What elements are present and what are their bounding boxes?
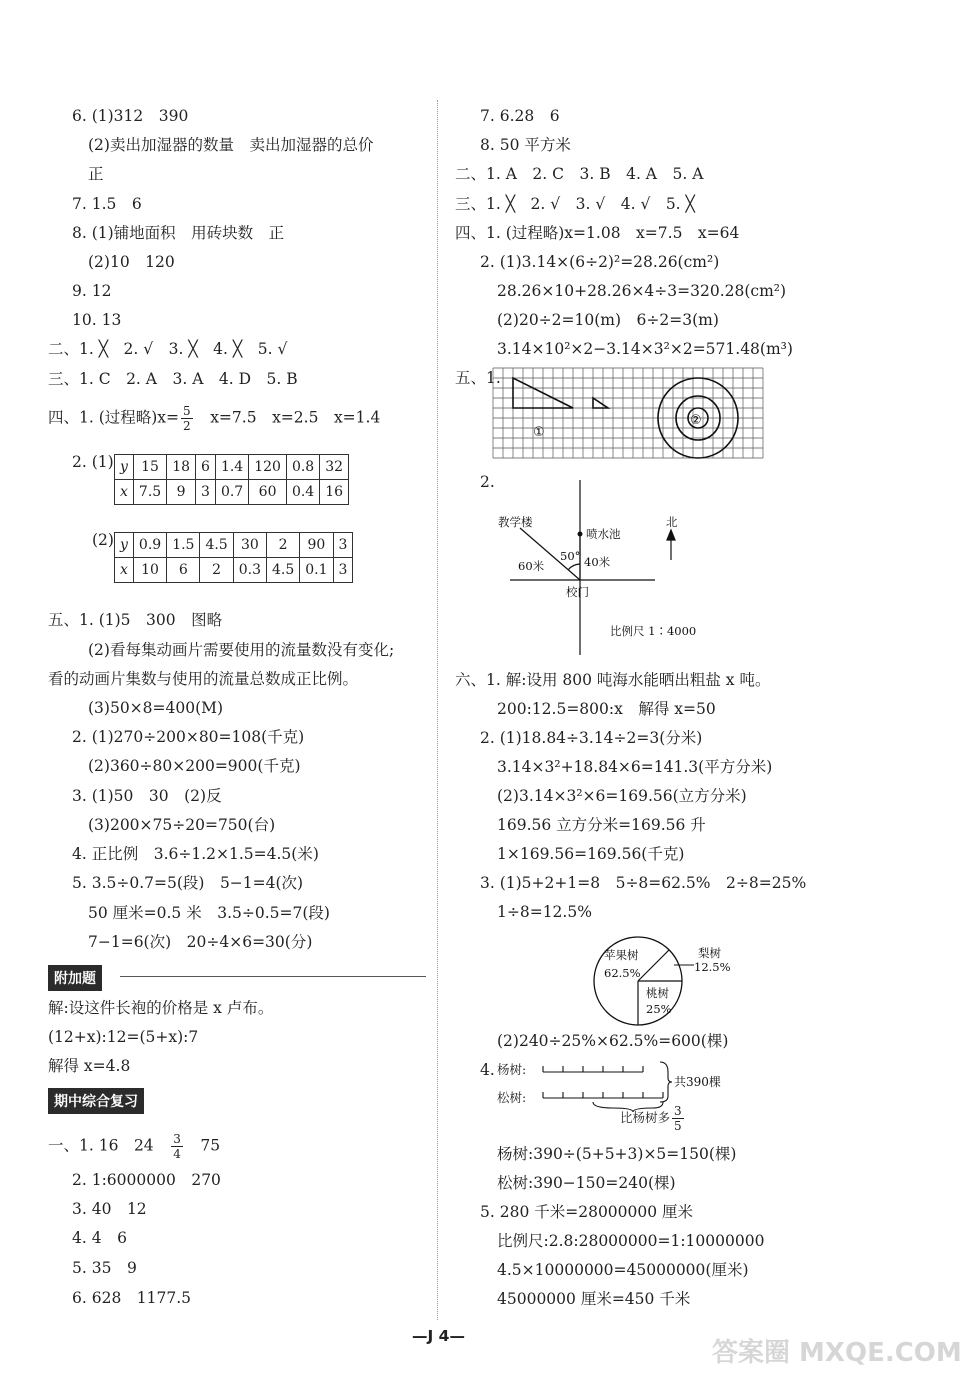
table2-label: (2): [92, 531, 114, 549]
section-liu-5-1: 5. 280 千米=28000000 厘米: [480, 1203, 694, 1221]
section-liu-5-3: 4.5×10000000=45000000(厘米): [497, 1261, 749, 1279]
section-liu-2-2: 3.14×3²+18.84×6=141.3(平方分米): [497, 758, 773, 776]
qizhong-6: 6. 628 1177.5: [72, 1289, 192, 1307]
section-wu-1-1: 五、1. (1)5 300 图略: [48, 611, 223, 629]
section-liu-3-1: 3. (1)5+2+1=8 5÷8=62.5% 2÷8=25%: [480, 874, 807, 892]
table-row: y 0.9 1.5 4.5 30 2 90 3: [115, 533, 353, 558]
section-san-left: 三、1. C 2. A 3. A 4. D 5. B: [48, 370, 298, 388]
section-liu-2-4: 169.56 立方分米=169.56 升: [497, 816, 706, 834]
section-liu-5-4: 45000000 厘米=450 千米: [497, 1290, 691, 1308]
qizhong-2: 2. 1:6000000 270: [72, 1171, 221, 1189]
answer-6-2: (2)卖出加湿器的数量 卖出加湿器的总价: [88, 136, 374, 154]
answer-8-2: (2)10 120: [88, 253, 175, 271]
section-liu-3-3: (2)240÷25%×62.5%=600(棵): [497, 1032, 729, 1050]
fraction: $\frac{3}{5}$: [674, 1104, 682, 1133]
section-er-left: 二、1. ╳ 2. √ 3. ╳ 4. ╳ 5. √: [48, 340, 288, 358]
pie-peach-pct: 25%: [646, 1002, 672, 1016]
map-dist-40: 40米: [584, 555, 611, 569]
fujia-rule: [120, 976, 426, 977]
seg-total-label: 共390棵: [674, 1075, 721, 1089]
section-si-1-left: 四、1. (过程略)x= $\frac{5}{2}$ x=7.5 x=2.5 x=1.4: [48, 404, 381, 433]
section-liu-4-label: 4.: [480, 1061, 495, 1079]
fujia-line-3: 解得 x=4.8: [48, 1057, 131, 1075]
map-fountain: 喷水池: [586, 527, 621, 541]
map-north: 北: [666, 515, 678, 529]
section-san-right: 三、1. ╳ 2. √ 3. √ 4. √ 5. ╳: [455, 195, 695, 213]
pie-pear-label: 梨树: [698, 946, 721, 960]
section-liu-4-1: 杨树:390÷(5+5+3)×5=150(棵): [497, 1145, 737, 1163]
qizhong-badge: 期中综合复习: [48, 1088, 144, 1114]
section-liu-1-1: 六、1. 解:设用 800 吨海水能晒出粗盐 x 吨。: [455, 671, 771, 689]
pie-pear-pct: 12.5%: [694, 960, 731, 974]
map-angle: 50°: [560, 549, 581, 563]
section-wu-3-2: (3)200×75÷20=750(台): [88, 816, 276, 834]
qizhong-4: 4. 4 6: [72, 1229, 127, 1247]
fraction: $\frac{5}{2}$: [183, 404, 191, 433]
seg-poplar-label: 杨树:: [497, 1062, 527, 1077]
section-wu-1-3: 看的动画片集数与使用的流量总数成正比例。: [48, 670, 359, 688]
pie-apple-label: 苹果树: [604, 948, 639, 962]
section-liu-4-2: 松树:390−150=240(棵): [497, 1174, 676, 1192]
answer-9: 9. 12: [72, 282, 112, 300]
pie-peach-label: 桃树: [646, 986, 669, 1000]
table1-label: 2. (1): [72, 453, 114, 471]
section-wu-1-right-label: 五、1.: [455, 369, 501, 387]
pie-chart: [590, 935, 740, 1027]
section-wu-2-right-label: 2.: [480, 473, 495, 491]
seg-more-label: 比杨树多 $\frac{3}{5}$: [620, 1104, 682, 1133]
watermark: 答案圈 MXQE.COM: [712, 1338, 962, 1368]
section-wu-5-1: 5. 3.5÷0.7=5(段) 5−1=4(次): [72, 874, 304, 892]
page-number: —J 4—: [412, 1327, 465, 1345]
fujia-line-1: 解:设这件长袍的价格是 x 卢布。: [48, 999, 274, 1017]
section-si-2-4: 3.14×10²×2−3.14×3²×2=571.48(m³): [497, 340, 793, 358]
grid-label-1: ①: [533, 425, 545, 440]
map-scale: 比例尺 1∶4000: [610, 624, 697, 638]
section-wu-2-1: 2. (1)270÷200×80=108(千克): [72, 728, 305, 746]
section-liu-5-2: 比例尺:2.8:28000000=1:10000000: [497, 1232, 765, 1250]
table-row: y 15 18 6 1.4 120 0.8 32: [115, 455, 349, 480]
section-er-right: 二、1. A 2. C 3. B 4. A 5. A: [455, 165, 704, 183]
section-liu-2-1: 2. (1)18.84÷3.14÷2=3(分米): [480, 729, 703, 747]
answer-6-1: 6. (1)312 390: [72, 107, 189, 125]
ratio-table-2: [114, 532, 353, 583]
section-wu-1-4: (3)50×8=400(M): [88, 699, 224, 717]
section-liu-2-3: (2)3.14×3²×6=169.56(立方分米): [497, 787, 747, 805]
qizhong-1: 一、1. 16 24 $\frac{3}{4}$ 75: [48, 1132, 221, 1161]
section-liu-3-2: 1÷8=12.5%: [497, 903, 592, 921]
fraction: $\frac{3}{4}$: [173, 1132, 181, 1161]
qizhong-5: 5. 35 9: [72, 1259, 137, 1277]
qizhong-3: 3. 40 12: [72, 1200, 147, 1218]
section-si-2-3: (2)20÷2=10(m) 6÷2=3(m): [497, 311, 719, 329]
section-liu-1-2: 200:12.5=800:x 解得 x=50: [497, 700, 716, 718]
map-diagram: [490, 470, 750, 662]
answer-r7: 7. 6.28 6: [480, 107, 560, 125]
table-row: x 7.5 9 3 0.7 60 0.4 16: [115, 480, 349, 505]
section-wu-5-3: 7−1=6(次) 20÷4×6=30(分): [88, 933, 313, 951]
ratio-table-1: [114, 454, 349, 505]
section-wu-3-1: 3. (1)50 30 (2)反: [72, 787, 222, 805]
map-school-building: 教学楼: [498, 515, 533, 529]
section-si-1-right: 四、1. (过程略)x=1.08 x=7.5 x=64: [455, 224, 740, 242]
section-wu-2-2: (2)360÷80×200=900(千克): [88, 757, 301, 775]
answer-r8: 8. 50 平方米: [480, 136, 571, 154]
answer-10: 10. 13: [72, 311, 122, 329]
section-si-2-2: 28.26×10+28.26×4÷3=320.28(cm²): [497, 282, 787, 300]
section-wu-1-2: (2)看每集动画片需要使用的流量数没有变化;: [88, 641, 395, 659]
grid-label-2: ②: [690, 413, 702, 428]
grid-drawing: [493, 368, 763, 460]
section-si-2-1: 2. (1)3.14×(6÷2)²=28.26(cm²): [480, 253, 720, 271]
map-gate: 校门: [566, 585, 589, 599]
answer-8-1: 8. (1)铺地面积 用砖块数 正: [72, 224, 285, 242]
pie-apple-pct: 62.5%: [604, 966, 641, 980]
section-wu-4: 4. 正比例 3.6÷1.2×1.5=4.5(米): [72, 845, 319, 863]
seg-pine-label: 松树:: [497, 1090, 527, 1105]
fujia-line-2: (12+x):12=(5+x):7: [48, 1028, 199, 1046]
section-liu-2-5: 1×169.56=169.56(千克): [497, 845, 685, 863]
table-row: x 10 6 2 0.3 4.5 0.1 3: [115, 558, 353, 583]
answer-7: 7. 1.5 6: [72, 195, 142, 213]
map-dist-60: 60米: [518, 559, 545, 573]
section-wu-5-2: 50 厘米=0.5 米 3.5÷0.5=7(段): [88, 904, 330, 922]
answer-6-3: 正: [88, 165, 104, 183]
small-triangle: [593, 398, 608, 408]
fujia-badge: 附加题: [48, 965, 102, 991]
column-divider: [437, 100, 438, 1320]
